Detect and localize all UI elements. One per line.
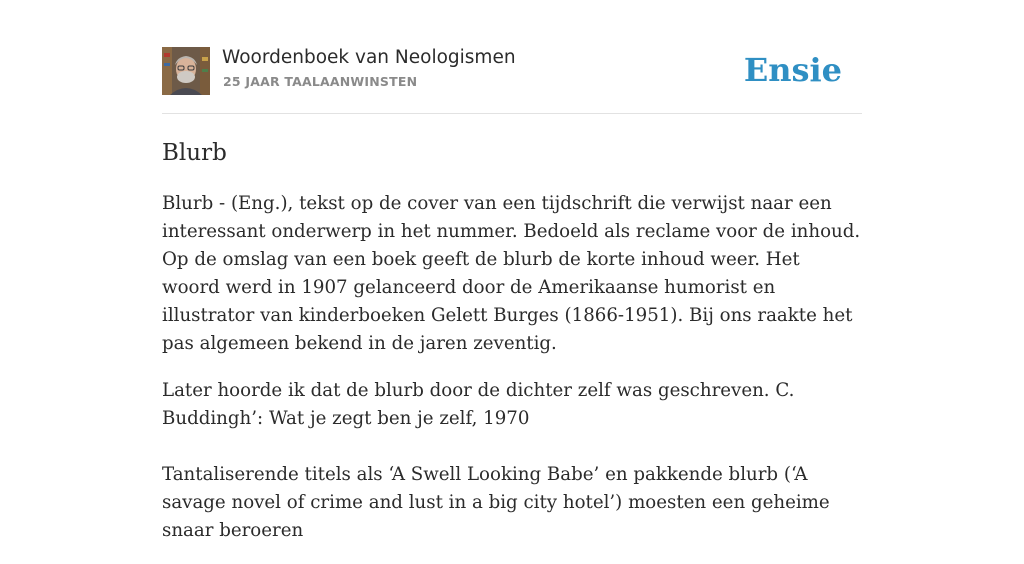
avatar[interactable]: [162, 47, 210, 95]
avatar-portrait-icon: [162, 47, 210, 95]
quote-paragraph: Later hoorde ik dat de blurb door de dichter zelf was geschreven. C. Buddingh’: Wat je zegt ben je zelf, 1970: [162, 380, 795, 429]
source-subtitle: 25 JAAR TAALAANWINSTEN: [223, 74, 418, 89]
source-header: [162, 46, 862, 96]
header-divider: [162, 113, 862, 114]
ensie-logo[interactable]: Ensie: [743, 51, 842, 89]
source-title[interactable]: Woordenboek van Neologismen: [222, 47, 516, 68]
definition-paragraph: Blurb - (Eng.), tekst op de cover van een tijdschrift die verwijst naar een interessant onderwerp in het nummer. Bedoeld als reclame voor de inhoud. Op de omslag van een boek geeft de blurb de korte inhoud weer. Het woord werd in 1907 gelanceerd door de Amerikaanse humorist en illustrator van kinderboeken Gelett Burges (1866-1951). Bij ons raakte het pas algemeen bekend in de jaren zeventig.: [162, 193, 861, 354]
entry-title: Blurb: [162, 140, 227, 166]
quote-paragraph: Tantaliserende titels als ‘A Swell Looking Babe’ en pakkende blurb (‘A savage novel of crime and lust in a big city hotel’) moesten een geheime snaar beroeren: [162, 464, 830, 541]
entry-content: [162, 190, 862, 564]
